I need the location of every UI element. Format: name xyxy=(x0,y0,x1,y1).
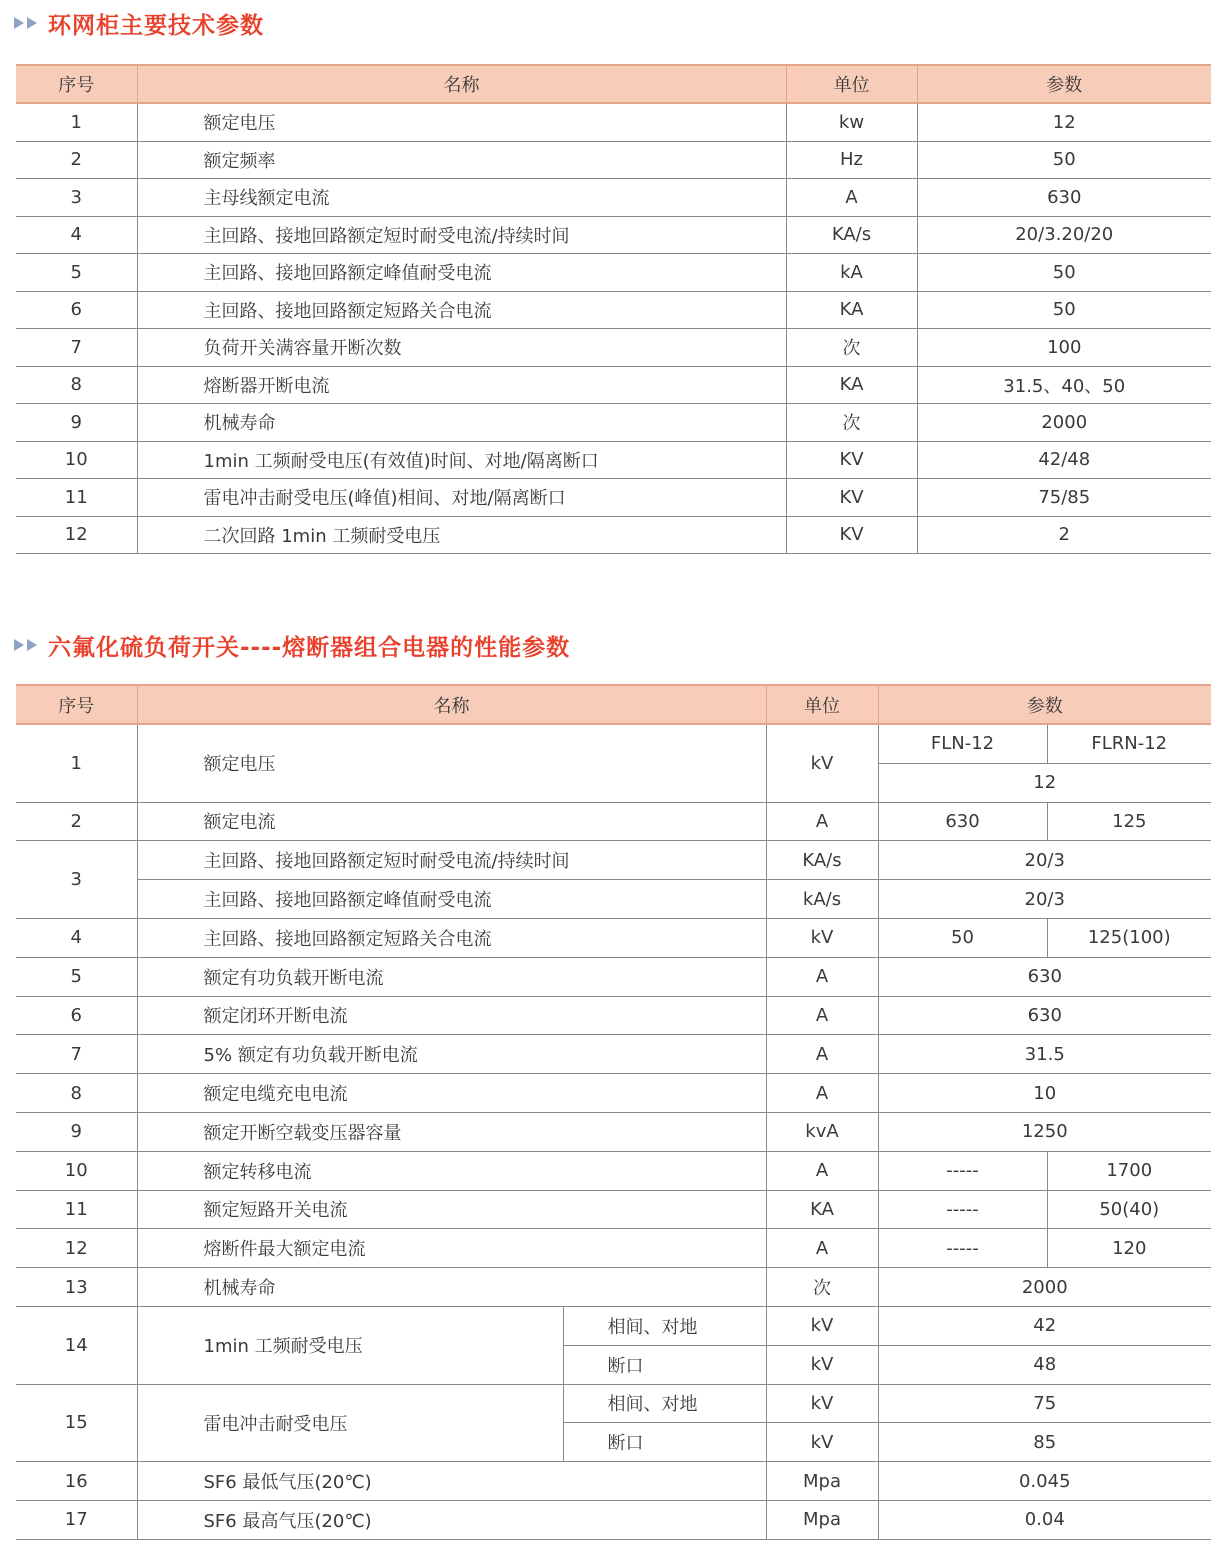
row-value-a: 50 xyxy=(878,918,1047,957)
row-name: 5% 额定有功负载开断电流 xyxy=(137,1035,766,1074)
table-row xyxy=(16,479,1211,517)
row-value: 0.04 xyxy=(878,1500,1211,1539)
row-no: 5 xyxy=(16,957,137,996)
row-unit: KA/s xyxy=(766,841,878,880)
row-value: 1250 xyxy=(878,1112,1211,1151)
row-name: 额定电压 xyxy=(137,724,766,802)
row-value: 12 xyxy=(878,763,1211,802)
row-unit: 次 xyxy=(766,1268,878,1307)
section1-title: 环网柜主要技术参数 xyxy=(48,12,264,39)
row-name: 熔断件最大额定电流 xyxy=(137,1229,766,1268)
row-value: 50 xyxy=(917,141,1211,179)
table-row xyxy=(16,1151,1211,1190)
table-row xyxy=(16,1190,1211,1229)
table-header-row xyxy=(16,65,1211,103)
row-value: 85 xyxy=(878,1423,1211,1462)
table-row xyxy=(16,841,1211,880)
row-name: 雷电冲击耐受电压 xyxy=(137,1384,563,1462)
row-no: 11 xyxy=(16,479,137,517)
table-row xyxy=(16,254,1211,292)
row-name: 额定电缆充电电流 xyxy=(137,1074,766,1113)
row-unit: kV xyxy=(766,1306,878,1345)
row-unit: 次 xyxy=(786,404,917,442)
row-no: 9 xyxy=(16,1112,137,1151)
header-param: 参数 xyxy=(878,685,1211,724)
row-value: 20/3 xyxy=(878,841,1211,880)
row-no: 8 xyxy=(16,366,137,404)
row-value-b: 120 xyxy=(1047,1229,1211,1268)
table-row xyxy=(16,1268,1211,1307)
row-value: 50 xyxy=(917,254,1211,292)
row-unit: kvA xyxy=(766,1112,878,1151)
row-no: 16 xyxy=(16,1462,137,1501)
row-name: 主母线额定电流 xyxy=(137,179,786,217)
row-unit: A xyxy=(766,1151,878,1190)
row-no: 4 xyxy=(16,216,137,254)
row-name: SF6 最低气压(20℃) xyxy=(137,1462,766,1501)
row-no: 3 xyxy=(16,841,137,919)
header-param: 参数 xyxy=(917,65,1211,103)
row-unit: kA xyxy=(786,254,917,292)
row-no: 4 xyxy=(16,918,137,957)
row-unit: KV xyxy=(786,516,917,554)
table-row xyxy=(16,329,1211,367)
table-row xyxy=(16,957,1211,996)
row-unit: A xyxy=(766,802,878,841)
row-value: 630 xyxy=(917,179,1211,217)
table-row xyxy=(16,141,1211,179)
row-value: 0.045 xyxy=(878,1462,1211,1501)
row-name: 额定电压 xyxy=(137,103,786,141)
row-unit: 次 xyxy=(786,329,917,367)
table-row xyxy=(16,179,1211,217)
table-row xyxy=(16,918,1211,957)
table-header-row xyxy=(16,685,1211,724)
table-row xyxy=(16,1035,1211,1074)
row-name: 二次回路 1min 工频耐受电压 xyxy=(137,516,786,554)
table-row xyxy=(16,1384,1211,1423)
row-no: 6 xyxy=(16,291,137,329)
row-no: 12 xyxy=(16,516,137,554)
row-unit: Mpa xyxy=(766,1462,878,1501)
row-name: 额定开断空载变压器容量 xyxy=(137,1112,766,1151)
row-no: 13 xyxy=(16,1268,137,1307)
row-name: 主回路、接地回路额定短路关合电流 xyxy=(137,918,766,957)
table-row xyxy=(16,216,1211,254)
row-no: 14 xyxy=(16,1306,137,1384)
row-unit: A xyxy=(766,1229,878,1268)
header-no: 序号 xyxy=(16,685,137,724)
row-name: 主回路、接地回路额定峰值耐受电流 xyxy=(137,880,766,919)
header-unit: 单位 xyxy=(786,65,917,103)
model-fln: FLN-12 xyxy=(878,724,1047,763)
row-unit: A xyxy=(766,1074,878,1113)
header-name: 名称 xyxy=(137,685,766,724)
double-arrow-icon xyxy=(14,17,40,29)
row-value: 48 xyxy=(878,1345,1211,1384)
row-no: 1 xyxy=(16,103,137,141)
row-value: 75 xyxy=(878,1384,1211,1423)
row-value: 50 xyxy=(917,291,1211,329)
row-value: 100 xyxy=(917,329,1211,367)
row-value: 2 xyxy=(917,516,1211,554)
table-row xyxy=(16,802,1211,841)
row-unit: A xyxy=(766,1035,878,1074)
row-value: 630 xyxy=(878,996,1211,1035)
row-unit: kw xyxy=(786,103,917,141)
row-value: 20/3.20/20 xyxy=(917,216,1211,254)
row-value: 12 xyxy=(917,103,1211,141)
row-name: 1min 工频耐受电压 xyxy=(137,1306,563,1384)
row-name: 负荷开关满容量开断次数 xyxy=(137,329,786,367)
row-unit: A xyxy=(766,996,878,1035)
row-name: 熔断器开断电流 xyxy=(137,366,786,404)
row-unit: A xyxy=(766,957,878,996)
row-value: 20/3 xyxy=(878,880,1211,919)
table-row xyxy=(16,366,1211,404)
row-sub-name: 相间、对地 xyxy=(563,1384,766,1423)
double-arrow-icon xyxy=(14,639,40,651)
row-value: 75/85 xyxy=(917,479,1211,517)
row-name: 雷电冲击耐受电压(峰值)相间、对地/隔离断口 xyxy=(137,479,786,517)
row-name: 1min 工频耐受电压(有效值)时间、对地/隔离断口 xyxy=(137,441,786,479)
row-unit: kV xyxy=(766,724,878,802)
row-unit: KA/s xyxy=(786,216,917,254)
row-name: 额定转移电流 xyxy=(137,1151,766,1190)
row-value-b: 1700 xyxy=(1047,1151,1211,1190)
row-name: 额定有功负载开断电流 xyxy=(137,957,766,996)
row-no: 6 xyxy=(16,996,137,1035)
row-value-a: ----- xyxy=(878,1229,1047,1268)
row-unit: KV xyxy=(786,441,917,479)
row-no: 8 xyxy=(16,1074,137,1113)
model-flrn: FLRN-12 xyxy=(1047,724,1211,763)
header-name: 名称 xyxy=(137,65,786,103)
row-name: 机械寿命 xyxy=(137,404,786,442)
row-unit: KA xyxy=(786,366,917,404)
row-no: 15 xyxy=(16,1384,137,1462)
row-name: 额定电流 xyxy=(137,802,766,841)
row-no: 1 xyxy=(16,724,137,802)
table-row xyxy=(16,1306,1211,1345)
row-unit: Mpa xyxy=(766,1500,878,1539)
row-no: 12 xyxy=(16,1229,137,1268)
table-row xyxy=(16,1500,1211,1539)
row-no: 7 xyxy=(16,1035,137,1074)
row-unit: A xyxy=(786,179,917,217)
row-unit: kV xyxy=(766,1384,878,1423)
header-unit: 单位 xyxy=(766,685,878,724)
row-unit: kA/s xyxy=(766,880,878,919)
row-value: 42 xyxy=(878,1306,1211,1345)
section1-heading xyxy=(14,6,264,40)
row-no: 5 xyxy=(16,254,137,292)
header-no: 序号 xyxy=(16,65,137,103)
section2-heading xyxy=(14,628,570,662)
row-value-a: ----- xyxy=(878,1151,1047,1190)
load-switch-fuse-params-table xyxy=(16,684,1211,1540)
table-row xyxy=(16,441,1211,479)
row-value: 31.5 xyxy=(878,1035,1211,1074)
row-value: 31.5、40、50 xyxy=(917,366,1211,404)
row-unit: kV xyxy=(766,1345,878,1384)
row-value: 630 xyxy=(878,957,1211,996)
row-no: 3 xyxy=(16,179,137,217)
row-unit: kV xyxy=(766,918,878,957)
row-value: 2000 xyxy=(878,1268,1211,1307)
table-row xyxy=(16,1074,1211,1113)
row-name: 主回路、接地回路额定短路关合电流 xyxy=(137,291,786,329)
row-name: 机械寿命 xyxy=(137,1268,766,1307)
table-row xyxy=(16,996,1211,1035)
row-no: 17 xyxy=(16,1500,137,1539)
row-no: 7 xyxy=(16,329,137,367)
row-unit: KA xyxy=(786,291,917,329)
row-no: 10 xyxy=(16,441,137,479)
table-row xyxy=(16,404,1211,442)
row-unit: KA xyxy=(766,1190,878,1229)
row-no: 2 xyxy=(16,141,137,179)
row-value-b: 125(100) xyxy=(1047,918,1211,957)
row-value: 42/48 xyxy=(917,441,1211,479)
row-value: 10 xyxy=(878,1074,1211,1113)
table-row xyxy=(16,291,1211,329)
row-value: 2000 xyxy=(917,404,1211,442)
row-unit: Hz xyxy=(786,141,917,179)
row-value-a: ----- xyxy=(878,1190,1047,1229)
row-sub-name: 断口 xyxy=(563,1423,766,1462)
row-no: 11 xyxy=(16,1190,137,1229)
table-row xyxy=(16,516,1211,554)
row-name: 额定短路开关电流 xyxy=(137,1190,766,1229)
row-no: 9 xyxy=(16,404,137,442)
table-row xyxy=(16,880,1211,919)
row-name: 主回路、接地回路额定峰值耐受电流 xyxy=(137,254,786,292)
row-no: 10 xyxy=(16,1151,137,1190)
section2-title: 六氟化硫负荷开关----熔断器组合电器的性能参数 xyxy=(48,634,571,661)
table-row xyxy=(16,1462,1211,1501)
table-row xyxy=(16,103,1211,141)
row-sub-name: 相间、对地 xyxy=(563,1306,766,1345)
row-no: 2 xyxy=(16,802,137,841)
row-value-b: 50(40) xyxy=(1047,1190,1211,1229)
table-row xyxy=(16,1229,1211,1268)
ring-main-unit-params-table xyxy=(16,64,1211,554)
table-row xyxy=(16,724,1211,763)
table-row xyxy=(16,1112,1211,1151)
row-name: 主回路、接地回路额定短时耐受电流/持续时间 xyxy=(137,216,786,254)
row-value-a: 630 xyxy=(878,802,1047,841)
row-name: SF6 最高气压(20℃) xyxy=(137,1500,766,1539)
row-unit: kV xyxy=(766,1423,878,1462)
row-value-b: 125 xyxy=(1047,802,1211,841)
row-name: 额定闭环开断电流 xyxy=(137,996,766,1035)
row-name: 额定频率 xyxy=(137,141,786,179)
row-sub-name: 断口 xyxy=(563,1345,766,1384)
row-name: 主回路、接地回路额定短时耐受电流/持续时间 xyxy=(137,841,766,880)
row-unit: KV xyxy=(786,479,917,517)
